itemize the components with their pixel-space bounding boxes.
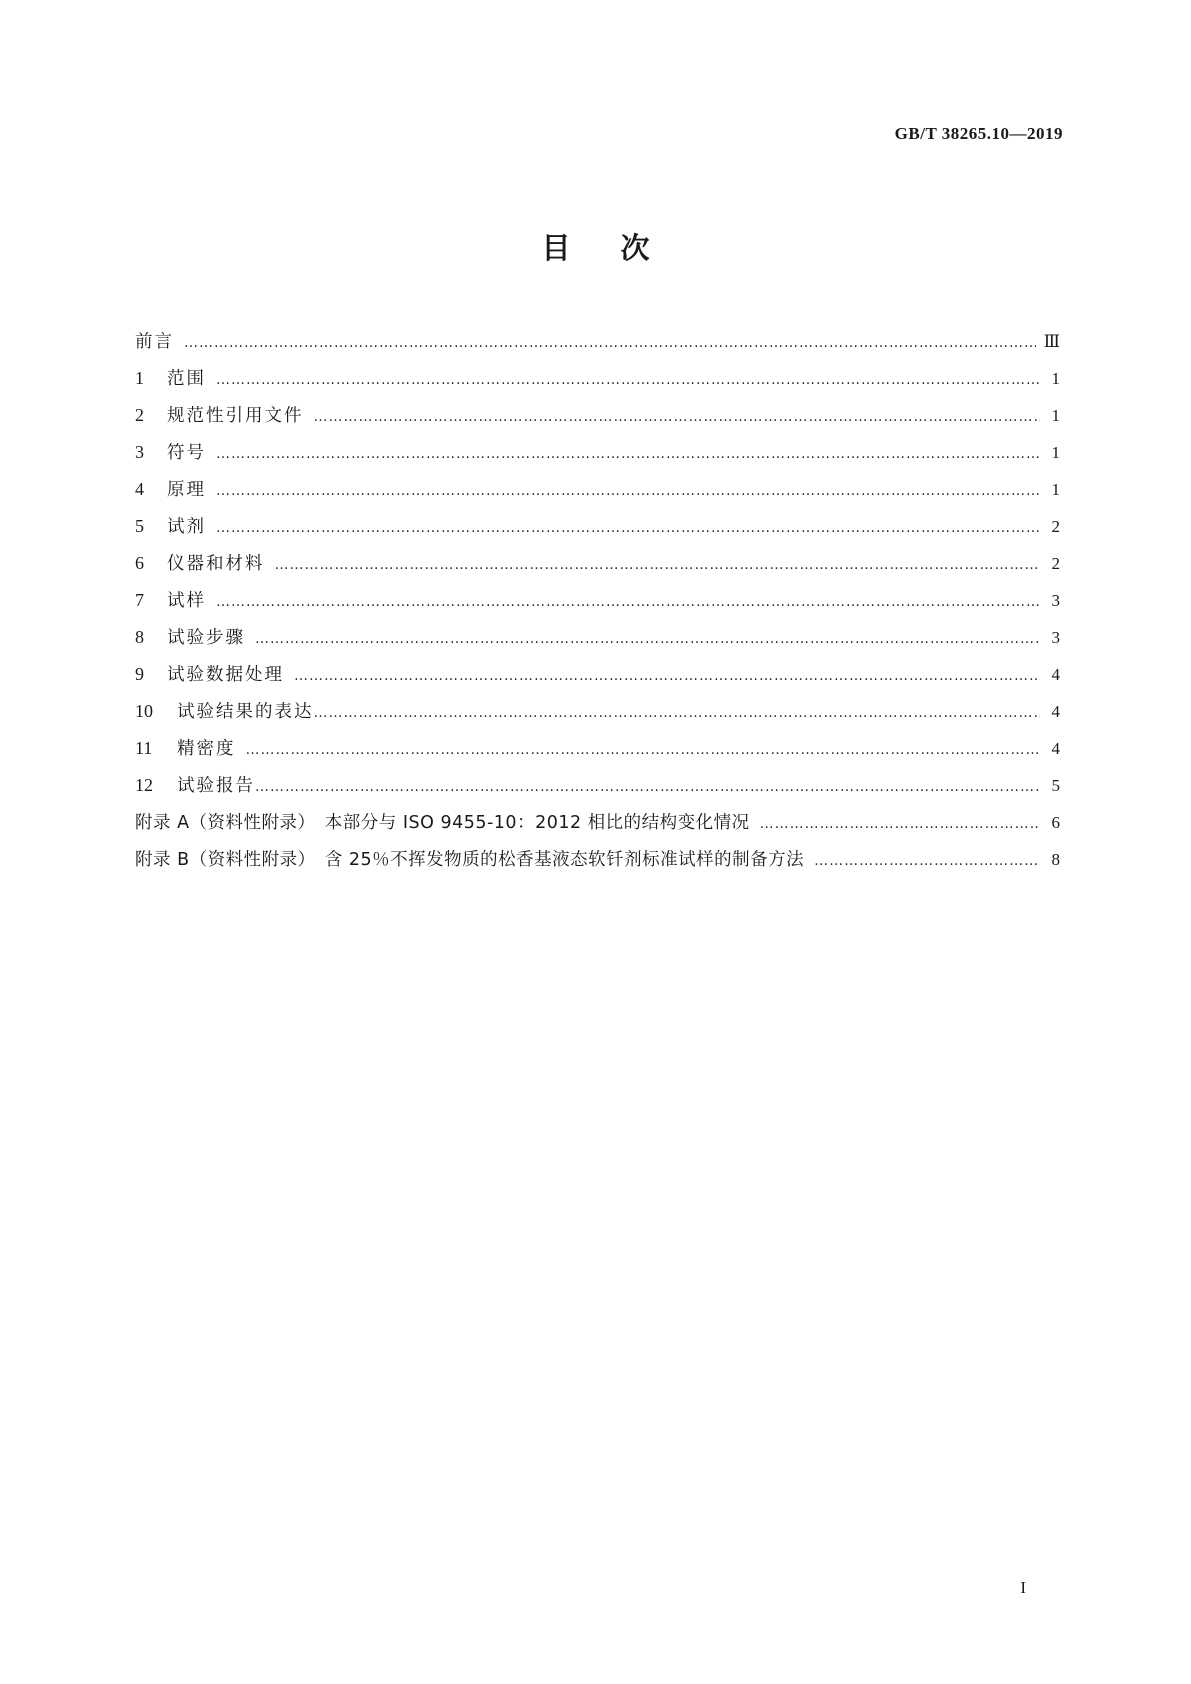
toc-leader-dots [184,325,1036,362]
toc-entry-5[interactable] [135,508,1060,545]
toc-entry-number: 3 [135,442,144,462]
toc-entry-label: 试剂 [167,517,206,537]
toc-entry-label: 试验报告 [177,776,255,796]
toc-entry-number: 10 [135,701,153,721]
toc-entry-page: Ⅲ [1043,332,1060,351]
toc-entry-annex-a[interactable] [135,804,1060,841]
toc-entry-page: 2 [1051,554,1060,573]
toc-entry-page: 2 [1051,517,1060,536]
toc-entry-number: 12 [135,775,153,795]
toc-entry-number: 11 [135,738,153,758]
toc-entry-page: 1 [1051,443,1060,462]
toc-entry-number: 2 [135,405,144,425]
toc-entry-label: 试验结果的表达 [177,702,314,722]
toc-entry-number: 1 [135,368,144,388]
toc-entry-number: 8 [135,627,144,647]
toc-entry-label: 附录 A（资料性附录） 本部分与 ISO 9455-10：2012 相比的结构变化情况 [135,813,750,833]
toc-entry-page: 3 [1051,628,1060,647]
page-number: I [1020,1578,1026,1597]
toc-leader-dots [294,658,1040,695]
toc-entry-annex-b[interactable] [135,841,1060,878]
toc-entry-page: 4 [1051,702,1060,721]
toc-leader-dots [216,473,1040,510]
toc-entry-page: 1 [1051,369,1060,388]
toc-entry-9[interactable] [135,656,1060,693]
toc-entry-label: 精密度 [177,739,236,759]
toc-entry-label: 试样 [167,591,206,611]
toc-entry-number: 7 [135,590,144,610]
toc-entry-label: 附录 B（资料性附录） 含 25％不挥发物质的松香基液态软钎剂标准试样的制备方法 [135,850,805,870]
toc-leader-dots [275,547,1041,584]
toc-entry-page: 5 [1051,776,1060,795]
toc-leader-dots [216,510,1040,547]
toc-entry-10[interactable] [135,693,1060,730]
toc-entry-page: 3 [1051,591,1060,610]
toc-entry-8[interactable] [135,619,1060,656]
page-title: 目次 [541,231,700,265]
toc-entry-12[interactable] [135,767,1060,804]
toc-entry-label: 仪器和材料 [167,554,265,574]
toc-entry-11[interactable] [135,730,1060,767]
toc-entry-number: 4 [135,479,144,499]
toc-entry-number: 6 [135,553,144,573]
toc-entry-page: 4 [1051,665,1060,684]
standard-code: GB/T 38265.10—2019 [894,124,1063,143]
toc-entry-number: 9 [135,664,144,684]
toc-leader-dots [314,399,1041,436]
toc-entry-label: 规范性引用文件 [167,406,304,426]
toc-entry-page: 1 [1051,480,1060,499]
toc-entry-label: 前言 [135,332,174,352]
toc-entry-4[interactable] [135,471,1060,508]
toc-entry-number: 5 [135,516,144,536]
toc-leader-dots [314,695,1041,732]
toc-entry-preface[interactable] [135,323,1060,360]
toc-entry-page: 1 [1051,406,1060,425]
toc-entry-label: 试验步骤 [167,628,245,648]
toc-leader-dots [216,436,1040,473]
toc-leader-dots [814,843,1040,880]
toc-entry-label: 原理 [167,480,206,500]
toc-entry-7[interactable] [135,582,1060,619]
toc-entry-page: 6 [1051,813,1060,832]
toc-leader-dots [216,584,1040,621]
toc-entry-page: 4 [1051,739,1060,758]
toc-entry-label: 试验数据处理 [167,665,284,685]
toc-entry-6[interactable] [135,545,1060,582]
toc-leader-dots [255,621,1040,658]
toc-entry-1[interactable] [135,360,1060,397]
toc-entry-label: 符号 [167,443,206,463]
table-of-contents [135,323,1060,878]
toc-leader-dots [216,362,1040,399]
toc-entry-page: 8 [1051,850,1060,869]
toc-leader-dots [760,806,1040,843]
toc-leader-dots [255,769,1040,806]
toc-entry-label: 范围 [167,369,206,389]
toc-entry-2[interactable] [135,397,1060,434]
toc-entry-3[interactable] [135,434,1060,471]
toc-leader-dots [246,732,1041,769]
